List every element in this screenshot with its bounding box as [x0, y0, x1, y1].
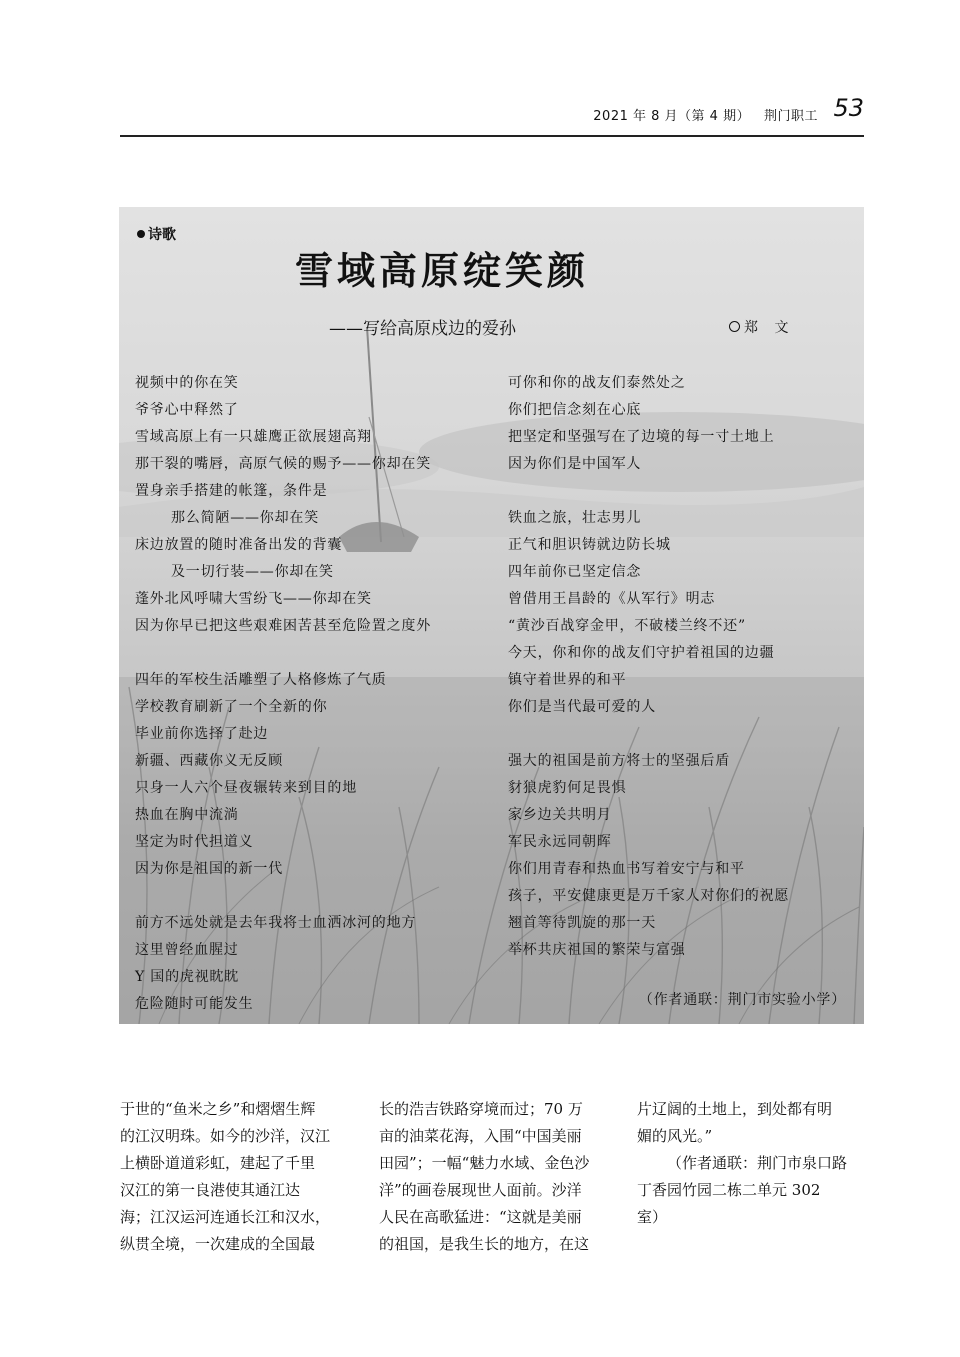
poem-line: 军民永远同朝晖 [508, 834, 612, 850]
poem-line: 四年前你已坚定信念 [508, 564, 642, 580]
circle-icon [729, 321, 740, 332]
poem-line: 因为你是祖国的新一代 [135, 861, 283, 877]
poem-line: 孩子，平安健康更是万千家人对你们的祝愿 [508, 888, 790, 904]
article-column-1 [120, 1096, 348, 1258]
poem-line: 坚定为时代担道义 [135, 834, 254, 850]
header-divider [120, 135, 864, 137]
poem-line: 正气和胆识铸就边防长城 [508, 537, 671, 553]
article-line: 上横卧道道彩虹，建起了千里 [120, 1154, 316, 1172]
poem-line: 你们是当代最可爱的人 [508, 699, 656, 715]
article-line: 片辽阔的土地上，到处都有明 [637, 1100, 833, 1118]
poem-line: 铁血之旅，壮志男儿 [508, 510, 642, 526]
poem-line: 四年的军校生活雕塑了人格修炼了气质 [135, 672, 387, 688]
poem-subtitle: ——写给高原戍边的爱孙 [329, 319, 516, 339]
poem-line: 强大的祖国是前方将士的坚强后盾 [508, 753, 730, 769]
poem-left-column [135, 370, 431, 1018]
poem-line: 只身一人六个昼夜辗转来到目的地 [135, 780, 357, 796]
poem-line: Y 国的虎视眈眈 [135, 969, 240, 985]
page-number: 53 [833, 94, 864, 122]
section-tag: 诗歌 [137, 224, 176, 244]
poem-line: 置身亲手搭建的帐篷，条件是 [135, 483, 328, 499]
poem-line: 今天，你和你的战友们守护着祖国的边疆 [508, 645, 775, 661]
poem-line: 危险随时可能发生 [135, 996, 254, 1012]
poem-line: 镇守着世界的和平 [508, 672, 627, 688]
poem-line: 举杯共庆祖国的繁荣与富强 [508, 942, 686, 958]
poem-line: 你们把信念刻在心底 [508, 402, 642, 418]
poem-line: 及一切行装——你却在笑 [171, 564, 334, 580]
poem-line: 曾借用王昌龄的《从军行》明志 [508, 591, 716, 607]
poem-line: 把坚定和坚强写在了边境的每一寸土地上 [508, 429, 775, 445]
poem-line: 因为你们是中国军人 [508, 456, 642, 472]
poem-line: 前方不远处就是去年我将士血洒冰河的地方 [135, 915, 417, 931]
poem-line: 新疆、西藏你义无反顾 [135, 753, 283, 769]
poem-author-credit: （作者通联：荆门市实验小学） [638, 992, 846, 1008]
article-line: 汉江的第一良港使其通江达 [120, 1181, 301, 1199]
magazine-name: 荆门职工 [763, 109, 818, 124]
article-author-credit: 室） [637, 1208, 668, 1226]
poem-line: 因为你早已把这些艰难困苦甚至危险置之度外 [135, 618, 431, 634]
poem-line: 那么简陋——你却在笑 [171, 510, 319, 526]
article-line: 媚的风光。” [637, 1127, 713, 1145]
article-line: 的祖国，是我生长的地方，在这 [379, 1235, 590, 1253]
poem-right-column [508, 370, 789, 964]
poem-line: 视频中的你在笑 [135, 375, 239, 391]
poem-line: 这里曾经血腥过 [135, 942, 239, 958]
poem-line: 蓬外北风呼啸大雪纷飞——你却在笑 [135, 591, 372, 607]
poem-line: 那干裂的嘴唇，高原气候的赐予——你却在笑 [135, 456, 431, 472]
poem-line: 家乡边关共明月 [508, 807, 612, 823]
article-line: 田园”；一幅“魅力水域、金色沙 [379, 1154, 590, 1172]
poem-title: 雪域高原绽笑颜 [295, 248, 590, 293]
article-line: 纵贯全境，一次建成的全国最 [120, 1235, 316, 1253]
author-byline: 郑 文 [729, 317, 794, 337]
poem-line: 雪域高原上有一只雄鹰正欲展翅高翔 [135, 429, 372, 445]
poem-line: 热血在胸中流淌 [135, 807, 239, 823]
article-line: 于世的“鱼米之乡”和熠熠生辉 [120, 1100, 316, 1118]
article-line: 洋”的画卷展现世人面前。沙洋 [379, 1181, 582, 1199]
article-column-3 [637, 1096, 865, 1231]
poem-line: 豺狼虎豹何足畏惧 [508, 780, 627, 796]
poem-line: 你们用青春和热血书写着安宁与和平 [508, 861, 745, 877]
poem-line: 学校教育刷新了一个全新的你 [135, 699, 328, 715]
issue-info: 2021 年 8 月（第 4 期） 荆门职工 [593, 109, 818, 124]
article-line: 人民在高歌猛进：“这就是美丽 [379, 1208, 582, 1226]
article-line: 海；江汉运河连通长江和汉水， [120, 1208, 331, 1226]
poem-line: 床边放置的随时准备出发的背囊 [135, 537, 343, 553]
page-header [120, 94, 864, 130]
article-line: 亩的油菜花海，入围“中国美丽 [379, 1127, 582, 1145]
article-author-credit: 丁香园竹园二栋二单元 302 [637, 1181, 821, 1199]
poem-line: 翘首等待凯旋的那一天 [508, 915, 656, 931]
article-line: 的江汉明珠。如今的沙洋，汉江 [120, 1127, 331, 1145]
bullet-icon [137, 230, 145, 238]
poem-line: 毕业前你选择了赴边 [135, 726, 269, 742]
article-line: 长的浩吉铁路穿境而过；70 万 [379, 1100, 583, 1118]
article-column-2 [379, 1096, 607, 1258]
poem-panel [119, 207, 864, 1024]
article-author-credit: （作者通联：荆门市泉口路 [667, 1154, 848, 1172]
poem-line: 爷爷心中释然了 [135, 402, 239, 418]
poem-line: 可你和你的战友们泰然处之 [508, 375, 686, 391]
poem-line: “黄沙百战穿金甲，不破楼兰终不还” [508, 618, 746, 634]
